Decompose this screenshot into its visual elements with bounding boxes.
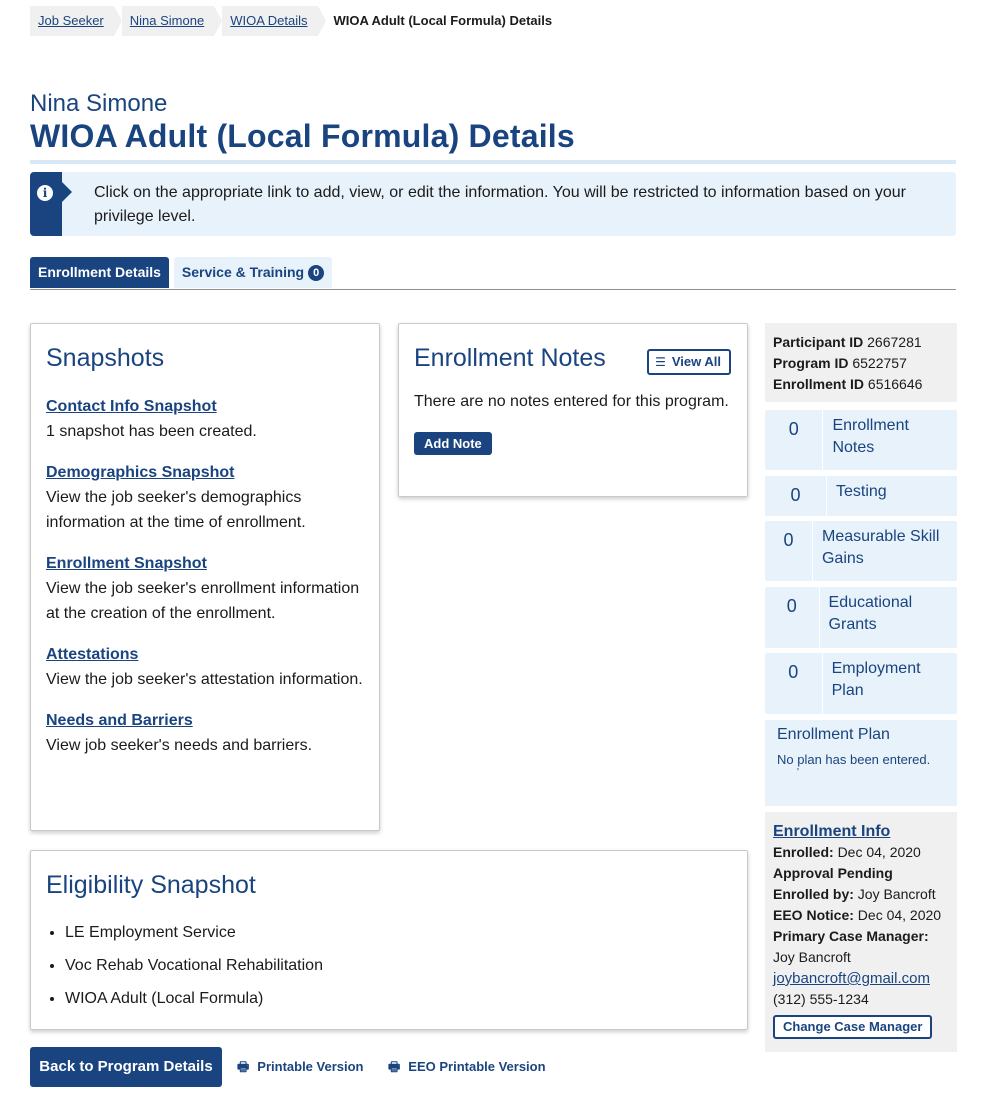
- stat-count: 0: [765, 476, 827, 516]
- info-alert: [30, 172, 956, 236]
- alert-text: Click on the appropriate link to add, view, or edit the information. You will be restricted to information based on your privilege level.: [94, 184, 907, 225]
- case-manager-label: Primary Case Manager:: [773, 928, 929, 944]
- stat-label: Testing: [836, 483, 887, 500]
- snapshot-desc: 1 snapshot has been created.: [46, 423, 257, 440]
- list-item: • WIOA Adult (Local Formula): [65, 982, 732, 1015]
- snapshot-item: [46, 460, 364, 535]
- notes-empty-text: There are no notes entered for this program.: [414, 393, 729, 410]
- stat-label: Employment Plan: [831, 660, 921, 699]
- stat-label: Enrollment Notes: [832, 417, 909, 456]
- breadcrumb-link-nina-simone[interactable]: Nina Simone: [129, 13, 205, 28]
- contact-info-snapshot-link[interactable]: Contact Info Snapshot: [46, 398, 217, 415]
- tab-label: Enrollment Details: [38, 264, 161, 280]
- plan-mark: ': [797, 767, 799, 778]
- enrolled-label: Enrolled:: [773, 844, 834, 860]
- breadcrumb-item-job-seeker[interactable]: [30, 6, 114, 36]
- eeo-printable-version-link[interactable]: [388, 1058, 546, 1080]
- back-to-program-details-button[interactable]: Back to Program Details: [30, 1047, 222, 1087]
- stat-count: 0: [765, 521, 813, 581]
- stat-testing[interactable]: [765, 476, 957, 516]
- snapshot-desc: View job seeker's needs and barriers.: [46, 737, 313, 754]
- breadcrumb-link-wioa-details[interactable]: WIOA Details: [230, 13, 308, 28]
- printer-icon: 🖶: [388, 1059, 401, 1074]
- stat-label: Measurable Skill Gains: [821, 528, 940, 567]
- demographics-snapshot-link[interactable]: Demographics Snapshot: [46, 464, 235, 481]
- enrollment-notes-card: [398, 323, 748, 497]
- snapshots-card: [30, 323, 380, 831]
- snapshots-title: Snapshots: [46, 344, 165, 372]
- enrollment-snapshot-link[interactable]: Enrollment Snapshot: [46, 555, 207, 572]
- tab-enrollment-details[interactable]: [30, 257, 169, 288]
- printable-version-link[interactable]: [237, 1058, 363, 1080]
- enrolled-by-value: Joy Bancroft: [857, 886, 936, 902]
- program-id-label: Program ID: [773, 355, 849, 371]
- attestations-link[interactable]: Attestations: [46, 646, 139, 663]
- breadcrumb-item-nina-simone[interactable]: [122, 6, 214, 36]
- snapshot-desc: View the job seeker's demographics information at the time of enrollment.: [46, 489, 306, 531]
- participant-name: Nina Simone: [30, 90, 168, 117]
- needs-and-barriers-link[interactable]: Needs and Barriers: [46, 712, 193, 729]
- enrolled-by-label: Enrolled by:: [773, 886, 854, 902]
- program-id-value: 6522757: [852, 355, 907, 371]
- snapshot-desc: View the job seeker's attestation information.: [46, 671, 363, 688]
- enrollment-status: Approval Pending: [773, 865, 893, 881]
- stat-count: 0: [765, 410, 823, 470]
- enrolled-value: Dec 04, 2020: [837, 844, 921, 860]
- stat-count: 0: [765, 653, 823, 714]
- eeo-notice-value: Dec 04, 2020: [857, 907, 942, 923]
- eeo-notice-label: EEO Notice:: [773, 907, 854, 923]
- eligibility-title: Eligibility Snapshot: [46, 871, 256, 899]
- participant-id-value: 2667281: [867, 334, 922, 350]
- snapshot-item: [46, 708, 364, 758]
- list-icon: ☰: [655, 355, 666, 369]
- enrollment-info-link[interactable]: Enrollment Info: [773, 823, 891, 840]
- stat-count: 0: [765, 587, 820, 648]
- view-all-button[interactable]: [647, 349, 731, 375]
- snapshot-item: [46, 642, 364, 692]
- enrollment-id-value: 6516646: [867, 376, 923, 392]
- enrollment-info-panel: [765, 812, 957, 1052]
- title-divider: [30, 160, 956, 164]
- change-case-manager-button[interactable]: Change Case Manager: [773, 1015, 932, 1039]
- alert-bar: [30, 172, 62, 236]
- breadcrumb-link-job-seeker[interactable]: Job Seeker: [38, 13, 104, 28]
- printer-icon: 🖶: [237, 1059, 250, 1074]
- enrollment-plan-text: No plan has been entered.: [777, 752, 931, 767]
- stat-label: Educational Grants: [828, 594, 913, 633]
- eligibility-snapshot-card: [30, 850, 748, 1030]
- tab-service-training[interactable]: [174, 257, 332, 288]
- participant-id-label: Participant ID: [773, 334, 864, 350]
- eligibility-list: [46, 916, 732, 1015]
- id-panel: [765, 323, 957, 402]
- info-icon: i: [37, 185, 53, 201]
- list-item: • LE Employment Service: [65, 916, 732, 949]
- view-all-label: View All: [671, 354, 721, 369]
- stat-enrollment-notes[interactable]: [765, 410, 957, 470]
- page-title: WIOA Adult (Local Formula) Details: [30, 118, 575, 154]
- case-manager-email-link[interactable]: joybancroft@gmail.com: [773, 970, 930, 987]
- enrollment-plan-title: Enrollment Plan: [777, 726, 890, 743]
- breadcrumb-item-wioa-details[interactable]: [222, 6, 317, 36]
- enrollment-plan-panel: [765, 720, 957, 806]
- tab-count-badge: 0: [308, 265, 324, 281]
- add-note-button[interactable]: Add Note: [414, 432, 492, 455]
- tab-label: Service & Training: [181, 264, 305, 280]
- stat-employment-plan[interactable]: [765, 653, 957, 714]
- tab-bar: [30, 257, 956, 290]
- snapshot-item: [46, 394, 364, 444]
- enrollment-id-label: Enrollment ID: [773, 376, 865, 392]
- eeo-printable-version-label: EEO Printable Version: [408, 1059, 546, 1074]
- stat-measurable-skill-gains[interactable]: [765, 521, 957, 581]
- snapshot-desc: View the job seeker's enrollment information at the creation of the enrollment.: [46, 580, 360, 622]
- breadcrumb: [30, 6, 570, 36]
- case-manager-name: Joy Bancroft: [773, 949, 851, 965]
- stat-educational-grants[interactable]: [765, 587, 957, 648]
- list-item: • Voc Rehab Vocational Rehabilitation: [65, 949, 732, 982]
- snapshot-item: [46, 551, 364, 626]
- enrollment-notes-title: Enrollment Notes: [414, 344, 606, 372]
- case-manager-phone: (312) 555-1234: [773, 991, 869, 1007]
- printable-version-label: Printable Version: [257, 1059, 364, 1074]
- breadcrumb-current: WIOA Adult (Local Formula) Details: [333, 13, 553, 28]
